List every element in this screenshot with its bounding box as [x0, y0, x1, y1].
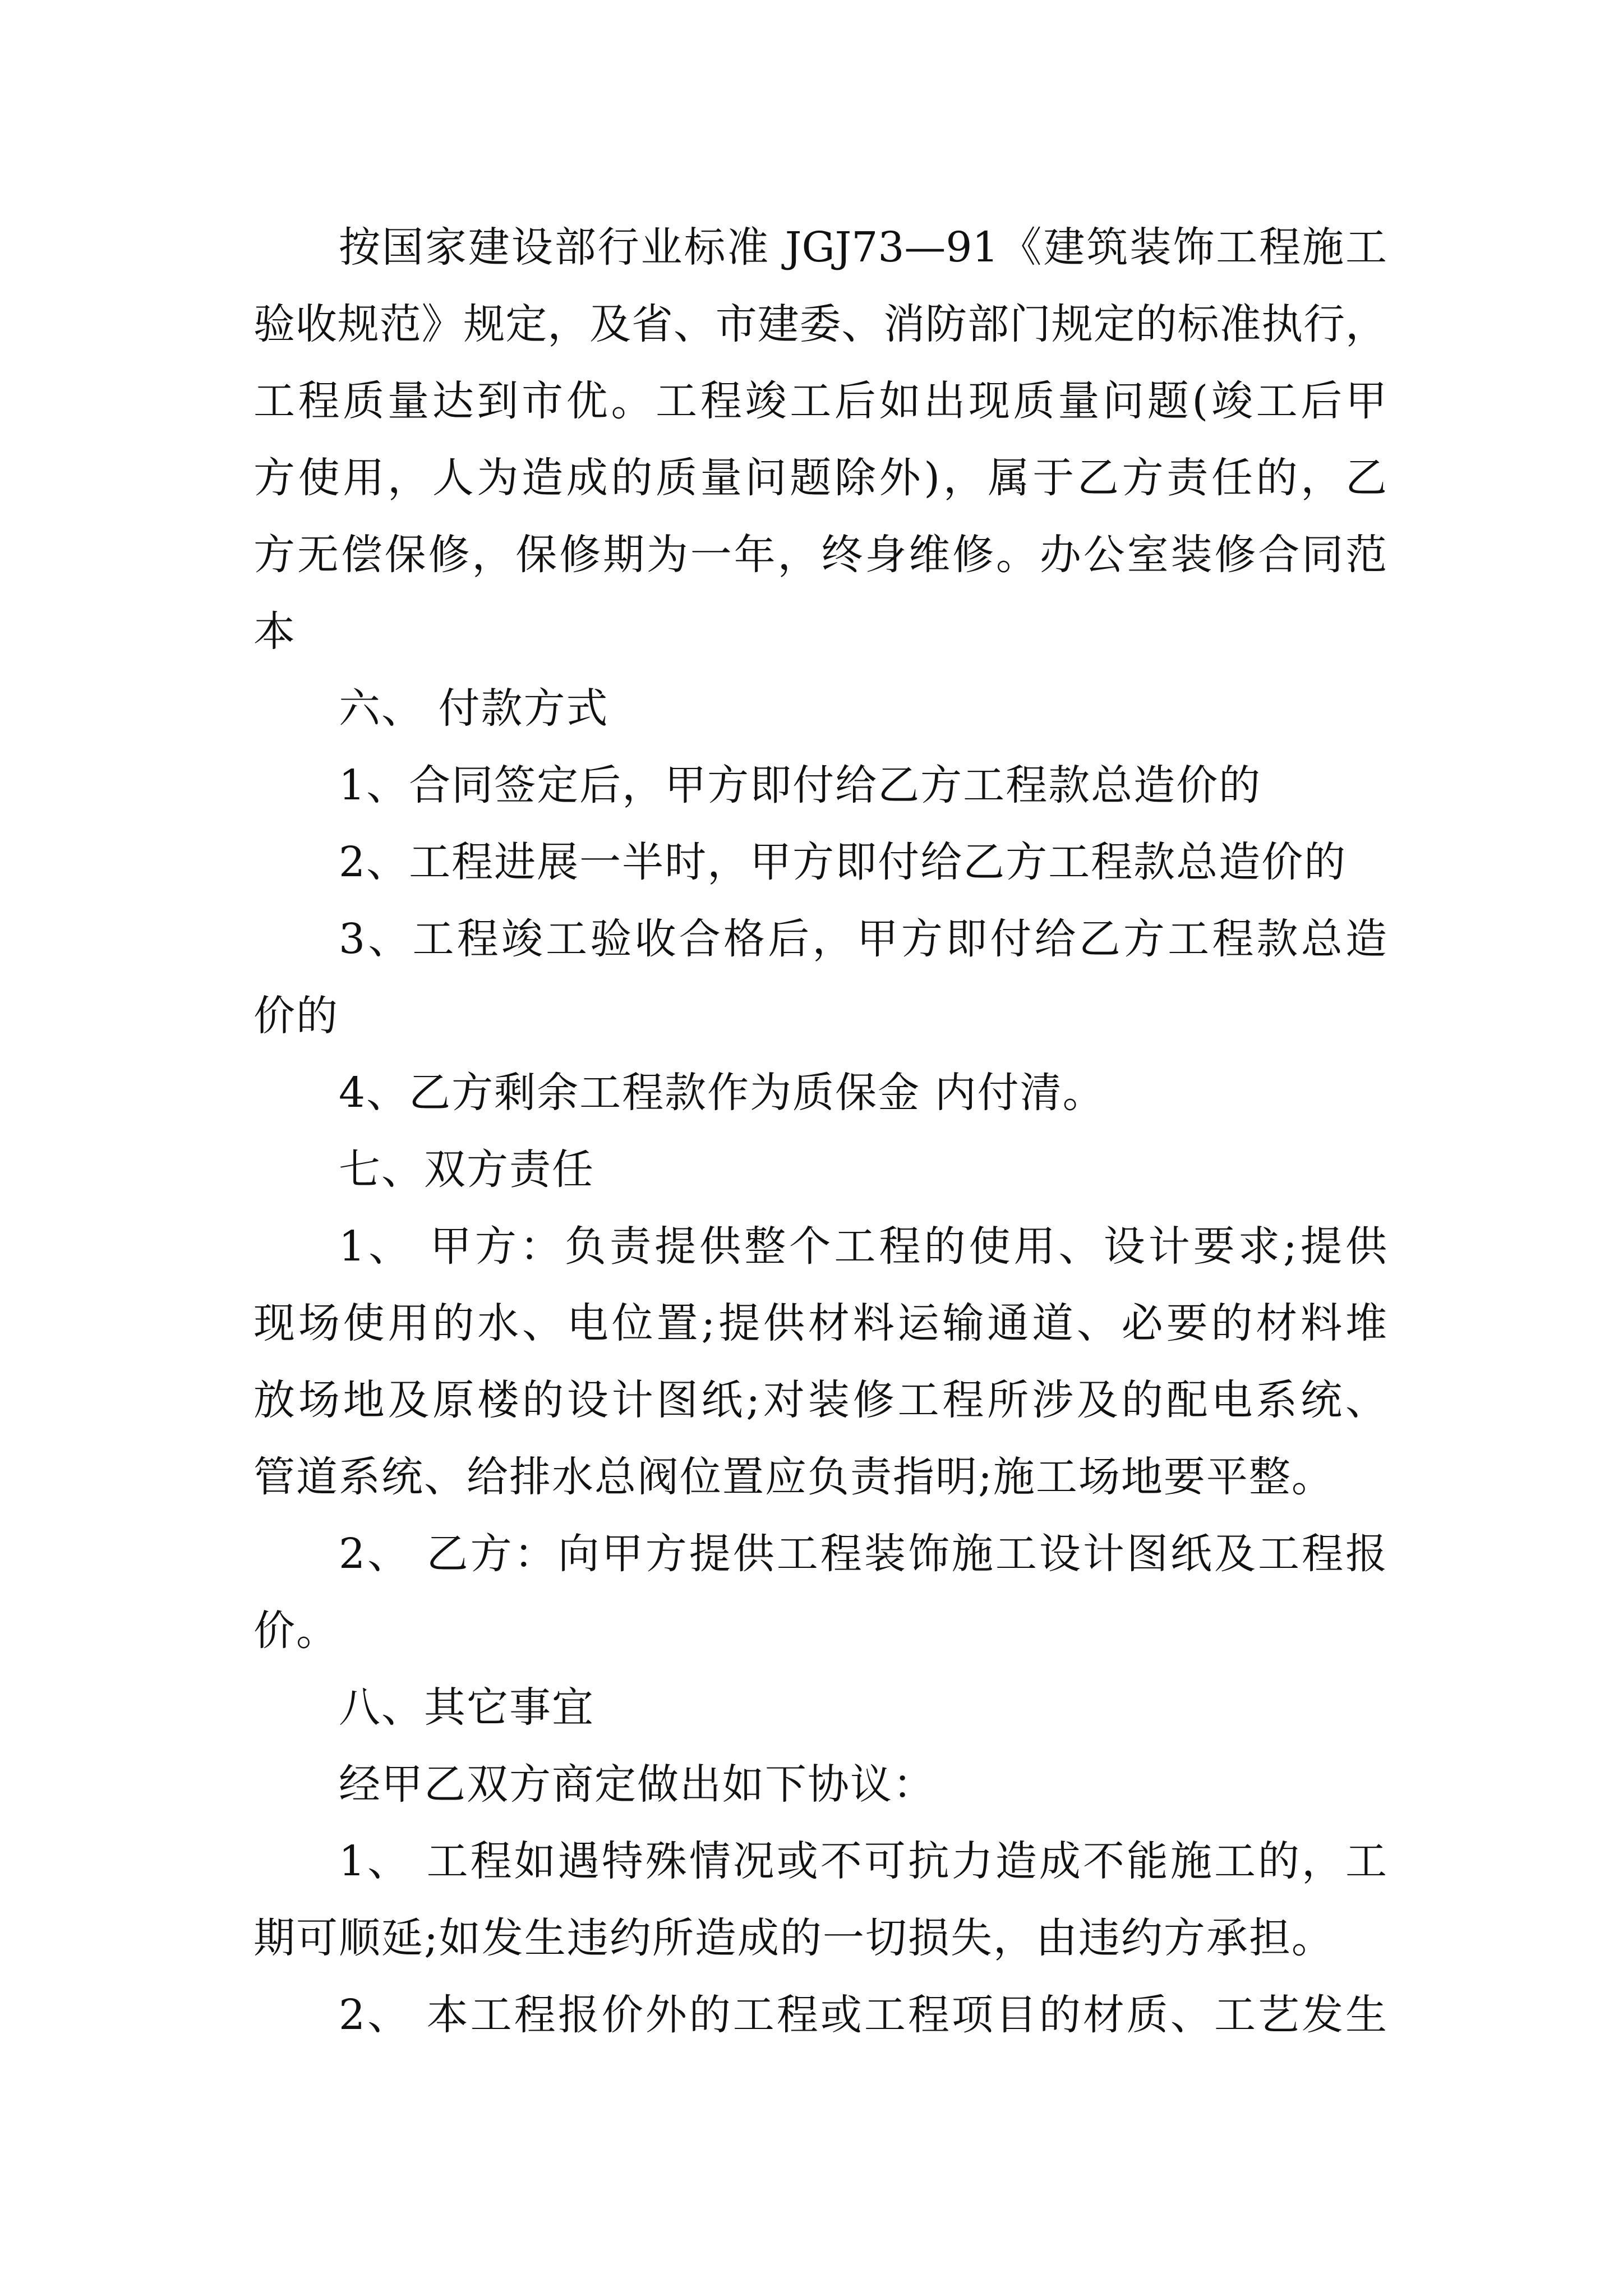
text-line: 1、 甲方：负责提供整个工程的使用、设计要求;提供: [339, 1222, 1387, 1271]
text-line: 1、 工程如遇特殊情况或不可抗力造成不能施工的，工: [339, 1837, 1387, 1885]
document-body: [253, 209, 1387, 2054]
list-item: [253, 901, 1387, 1055]
text-line: 2、 本工程报价外的工程或工程项目的材质、工艺发生: [339, 1991, 1387, 2039]
list-item: [253, 1208, 1387, 1516]
list-item: [253, 1516, 1387, 1669]
section-heading-responsibilities: [253, 1131, 1387, 1208]
text-line: 管道系统、给排水总阀位置应负责指明;施工场地要平整。: [253, 1453, 1334, 1501]
text-line: 3、工程竣工验收合格后，甲方即付给乙方工程款总造: [339, 915, 1387, 963]
text-line: 价的: [253, 992, 339, 1040]
text-line: 方使用，人为造成的质量问题除外)，属于乙方责任的，乙: [253, 454, 1387, 502]
list-item: [253, 824, 1387, 901]
text-line: 价。: [253, 1607, 339, 1655]
paragraph-quality-standard: [253, 209, 1387, 670]
text-line: 2、工程进展一半时，甲方即付给乙方工程款总造价的: [339, 838, 1347, 886]
section-heading: 八、其它事宜: [339, 1683, 594, 1732]
section-heading-payment: [253, 670, 1387, 747]
text-line: 本: [253, 608, 296, 656]
text-line: 工程质量达到市优。工程竣工后如出现质量问题(竣工后甲: [253, 377, 1387, 425]
text-line: 方无偿保修，保修期为一年，终身维修。办公室装修合同范: [253, 531, 1387, 579]
section-heading: 六、 付款方式: [339, 684, 609, 733]
text-line: 现场使用的水、电位置;提供材料运输通道、必要的材料堆: [253, 1299, 1387, 1347]
text-line: 1、合同签定后，甲方即付给乙方工程款总造价的: [339, 761, 1262, 809]
text-line: 经甲乙双方商定做出如下协议：: [339, 1760, 935, 1809]
list-item: [253, 1823, 1387, 1977]
list-item: [253, 747, 1387, 824]
text-line: 验收规范》规定，及省、市建委、消防部门规定的标准执行，: [253, 300, 1387, 348]
paragraph: [253, 1746, 1387, 1823]
text-line: 按国家建设部行业标准 JGJ73—91《建筑装饰工程施工: [339, 223, 1387, 272]
section-heading-other-matters: [253, 1669, 1387, 1746]
text-line: 期可顺延;如发生违约所造成的一切损失，由违约方承担。: [253, 1914, 1334, 1962]
list-item: [253, 1055, 1387, 1131]
section-heading: 七、双方责任: [339, 1145, 594, 1194]
list-item: [253, 1977, 1387, 2054]
text-line: 4、乙方剩余工程款作为质保金 内付清。: [339, 1069, 1105, 1117]
text-line: 放场地及原楼的设计图纸;对装修工程所涉及的配电系统、: [253, 1376, 1387, 1424]
text-line: 2、 乙方：向甲方提供工程装饰施工设计图纸及工程报: [339, 1530, 1387, 1578]
